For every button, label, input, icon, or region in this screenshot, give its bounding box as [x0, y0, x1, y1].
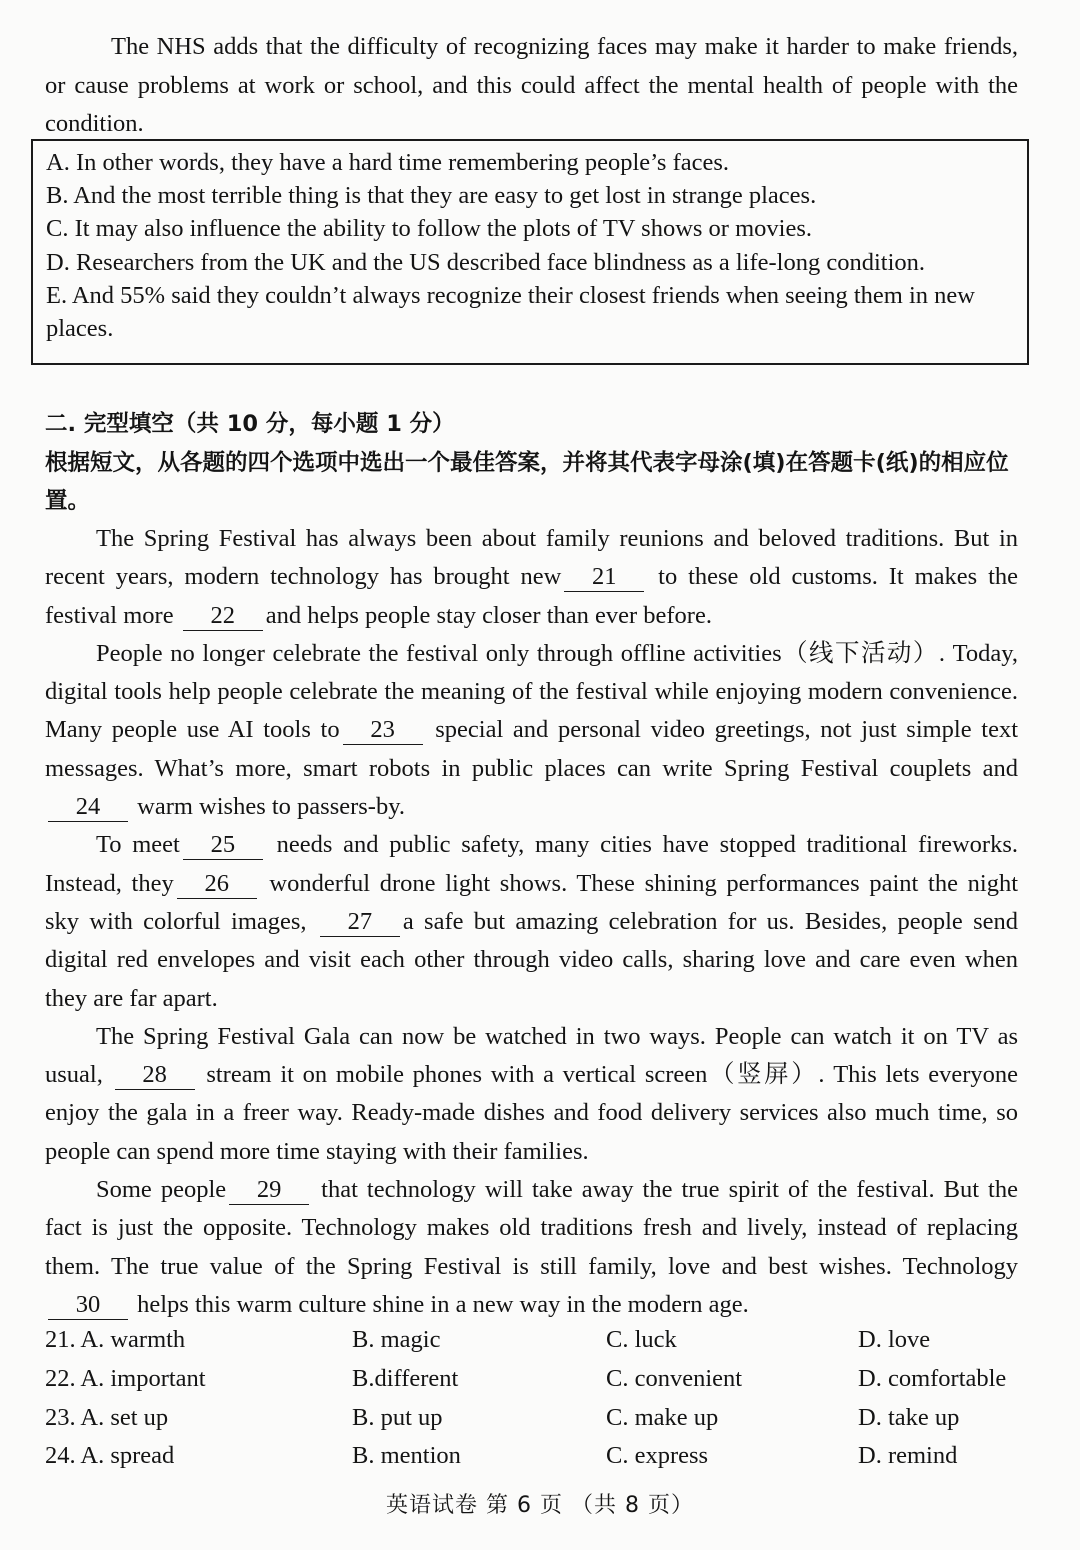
choice-23-d: D. take up	[858, 1403, 960, 1431]
text: a safe but amazing celebration for us. Besides, people send digital red envelopes and visit each other through video calls, sharing love and care even when they are far apart.	[45, 907, 1018, 1012]
text: needs and public safety, many cities have stopped traditional fireworks. Instead, they	[45, 831, 1018, 897]
choice-22-c: C. convenient	[606, 1364, 743, 1392]
choice-23-b: B. put up	[352, 1403, 443, 1431]
options-box	[31, 139, 1029, 365]
choice-21-b: B. magic	[352, 1326, 441, 1353]
choice-row-23	[45, 1399, 1025, 1438]
choice-24-a: 24. A. spread	[45, 1442, 175, 1470]
cloze-article	[45, 520, 1018, 1324]
article-paragraph-5	[45, 1171, 1018, 1324]
choice-24-b: B. mention	[352, 1442, 461, 1470]
option-c: C. It may also influence the ability to follow the plots of TV shows or movies.	[46, 215, 812, 243]
choice-22-a: 22. A. important	[45, 1364, 206, 1392]
option-e: E. And 55% said they couldn’t always recognize their closest friends when seeing them in new places.	[46, 281, 975, 343]
text: Some people	[96, 1176, 227, 1204]
choice-21-a: 21. A. warmth	[45, 1326, 186, 1353]
section-title: 二. 完型填空（共 10 分，每小题 1 分）	[45, 411, 455, 437]
blank-22: 22	[183, 602, 263, 631]
choice-row-21	[45, 1321, 1025, 1360]
intro-paragraph: The NHS adds that the difficulty of recognizing faces may make it harder to make friends, or cause problems at work or school, and this could affect the mental health of people with the condition.	[45, 33, 1018, 137]
option-a: A. In other words, they have a hard time remembering people’s faces.	[46, 149, 730, 176]
text: warm wishes to passers-by.	[137, 793, 405, 821]
choice-21-d: D. love	[858, 1326, 931, 1353]
option-b: B. And the most terrible thing is that they are easy to get lost in strange places.	[46, 182, 817, 210]
text: The Spring Festival Gala can now be watched in two ways. People can watch it on TV as usual,	[45, 1022, 1018, 1089]
page-footer: 英语试卷 第 6 页 （共 8 页）	[386, 1493, 694, 1518]
choice-23-c: C. make up	[606, 1403, 719, 1431]
section-instruction: 根据短文，从各题的四个选项中选出一个最佳答案，并将其代表字母涂(填)在答题卡(纸)的相应位置。	[45, 450, 1009, 514]
choice-22-b: B.different	[352, 1364, 459, 1392]
text: and helps people stay closer than ever before.	[265, 601, 712, 629]
text: stream it on mobile phones with a vertical screen（竖屏）. This lets everyone enjoy the gala in a freer way. Ready-made dishes and food delivery services also much time, so people can spend more time staying with their families.	[45, 1061, 1019, 1165]
text: special and personal video greetings, not just simple text messages. What’s more, smart robots in public places can write Spring Festival couplets and	[45, 716, 1019, 782]
choice-24-d: D. remind	[858, 1442, 958, 1470]
article-paragraph-2	[45, 635, 1018, 826]
blank-25: 25	[183, 831, 263, 860]
choice-21-c: C. luck	[606, 1326, 677, 1353]
choice-row-24	[45, 1437, 1025, 1476]
text: The Spring Festival has always been about family reunions and beloved traditions. But in recent years, modern technology has brought new	[45, 525, 1018, 591]
blank-30: 30	[48, 1291, 128, 1320]
blank-26: 26	[177, 870, 257, 899]
text: that technology will take away the true spirit of the festival. But the fact is just the opposite. Technology makes old traditions fresh and lively, instead of replacing them. The true value of the Spring Festival is still family, love and best wishes. Technology	[45, 1176, 1018, 1280]
blank-21: 21	[564, 563, 644, 592]
blank-27: 27	[320, 908, 400, 937]
text: wonderful drone light shows. These shining performances paint the night sky with colorful images,	[45, 869, 1018, 935]
blank-28: 28	[115, 1061, 195, 1090]
text: helps this warm culture shine in a new way in the modern age.	[137, 1290, 749, 1318]
blank-24: 24	[48, 793, 128, 822]
text: to these old customs. It makes the festival more	[45, 563, 1018, 629]
choice-row-22	[45, 1360, 1025, 1399]
article-paragraph-3	[45, 826, 1018, 1017]
choice-23-a: 23. A. set up	[45, 1403, 169, 1431]
option-d: D. Researchers from the UK and the US described face blindness as a life-long condition.	[46, 248, 926, 276]
text: People no longer celebrate the festival only through offline activities（线下活动）. Today, digital tools help people celebrate the meaning of the festival while enjoying modern convenience. Many people use AI tools to	[45, 639, 1018, 744]
text: To meet	[96, 831, 180, 859]
choice-24-c: C. express	[606, 1442, 709, 1470]
article-paragraph-4	[45, 1018, 1018, 1171]
blank-23: 23	[343, 716, 423, 745]
blank-29: 29	[229, 1176, 309, 1205]
article-paragraph-1	[45, 520, 1018, 635]
choice-22-d: D. comfortable	[858, 1364, 1007, 1392]
answer-choices	[45, 1321, 1025, 1476]
